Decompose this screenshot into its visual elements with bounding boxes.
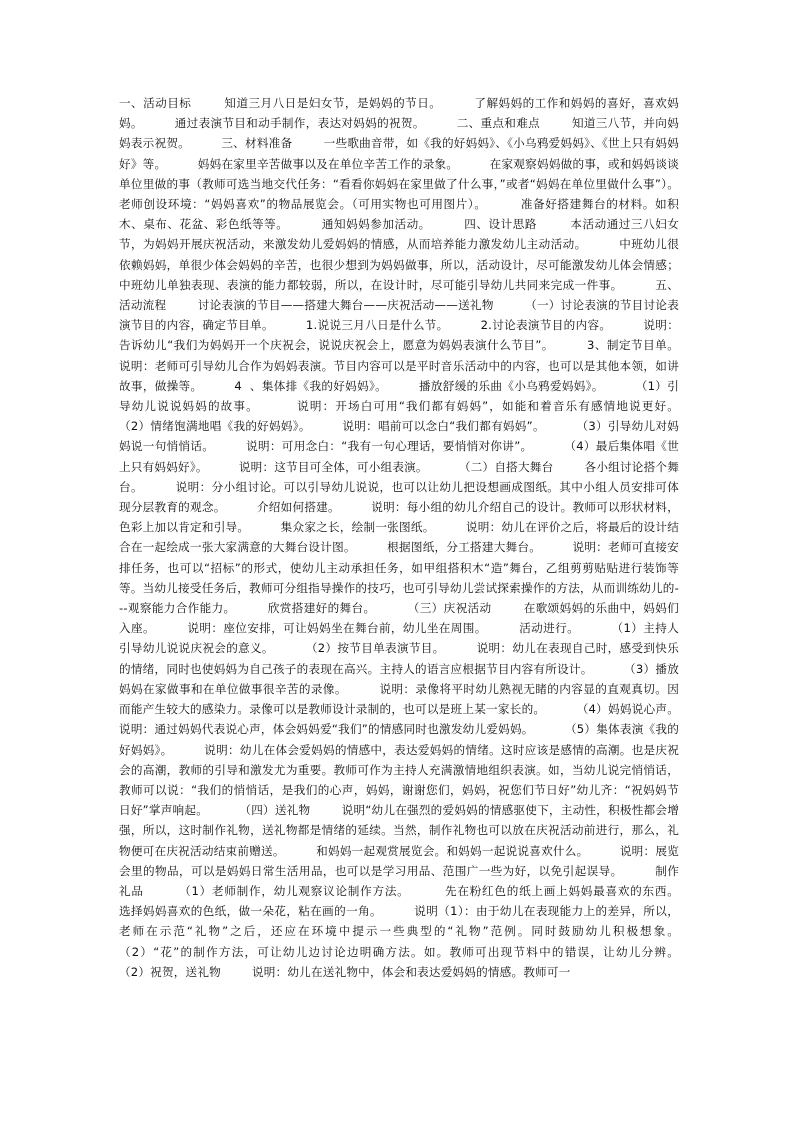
lesson-plan-text: 一、活动目标 知道三月八日是妇女节，是妈妈的节日。 了解妈妈的工作和妈妈的喜好，喜欢妈妈。 通过表演节目和动手制作，表达对妈妈的祝贺。 二、重点和难点 知道三八节，并向妈妈表示祝贺。 三、材料准备 一些歌曲音带，如《我的好妈妈》、《小乌鸦爱妈妈》、《世上只有妈妈好》等。 妈妈在家里辛苦做事以及在单位辛苦工作的录象。 在家观察妈妈做的事，或和妈妈谈谈单位里做的事（教师可选当地交代任务：“看看你妈妈在家里做了什么事，”或者“妈妈在单位里做什么事”）。 老师创设环境：“妈妈喜欢”的物品展览会。（可用实物也可用图片）。 准备好搭建舞台的材料。如积木、桌布、花盆、彩色纸等等。 通知妈妈参加活动。 四、设计思路 本活动通过三八妇女节，为妈妈开展庆祝活动，来激发幼儿爱妈妈的情感，从而培养能力激发幼儿主动活动。 中班幼儿很依赖妈妈，单很少体会妈妈的辛苦，也很少想到为妈妈做事，所以，活动设计，尽可能激发幼儿体会情感；中班幼儿单独表现、表演的能力都较弱，所以，在设计时，尽可能引导幼儿共同来完成一件事。 五、活动流程 讨论表演的节目——搭建大舞台——庆祝活动——送礼物 （一）讨论表演的节目讨论表演节目的内容，确定节目单。 1.说说三月八日是什么节。 2.讨论表演节目的内容。 说明：告诉幼儿“我们为妈妈开一个庆祝会，说说庆祝会上，愿意为妈妈表演什么节目”。 3、制定节目单。 说明：老师可引导幼儿合作为妈妈表演。节目内容可以是平时音乐活动中的内容，也可以是其他本领，如讲故事，做操等。 4 、集体排《我的好妈妈》。 播放舒缓的乐曲《小乌鸦爱妈妈》。 （1）引导幼儿说说妈妈的故事。 说明：开场白可用“我们都有妈妈”，如能和着音乐有感情地说更好。 （2）情绪饱满地唱《我的好妈妈》。 说明：唱前可以念白“我们都有妈妈”。 （3）引导幼儿对妈妈说一句悄悄话。 说明：可用念白：“我有一句心理话，要悄悄对你讲”。 （4）最后集体唱《世上只有妈妈好》。 说明：这节目可全体，可小组表演。 （二）自搭大舞台 各小组讨论搭个舞台。 说明：分小组讨论。可以引导幼儿说说，也可以让幼儿把设想画成图纸。其中小组人员安排可体现分层教育的观念。 介绍如何搭建。 说明：每小组的幼儿介绍自己的设计。教师可以形状材料，色彩上加以肯定和引导。 集众家之长，绘制一张图纸。 说明：幼儿在评价之后，将最后的设计结合在一起绘成一张大家满意的大舞台设计图。 根据图纸，分工搭建大舞台。 说明：老师可直接安排任务，也可以“招标”的形式，使幼儿主动承担任务，如甲组搭积木“造”舞台，乙组剪剪贴贴进行装饰等等。当幼儿接受任务后，教师可分组指导操作的技巧，也可引导幼儿尝试探索操作的方法，从而训练幼儿的---观察能力合作能力。 欣赏搭建好的舞台。 （三）庆祝活动 在歌颂妈妈的乐曲中，妈妈们入座。 说明：座位安排，可让妈妈坐在舞台前，幼儿坐在周围。 活动进行。 （1）主持人引导幼儿说说庆祝会的意义。 （2）按节目单表演节目。 说明：幼儿在表现自己时，感受到快乐的情绪，同时也使妈妈为自己孩子的表现在高兴。主持人的语言应根据节目内容有所设计。 （3）播放妈妈在家做事和在单位做事很辛苦的录像。 说明：录像将平时幼儿熟视无睹的内容显的直观真切。因而能产生较大的感染力。录像可以是教师设计录制的，也可以是班上某一家长的。 （4）妈妈说心声。 说明：通过妈妈代表说心声，体会妈妈爱“我们”的情感同时也激发幼儿爱妈妈。 （5）集体表演《我的好妈妈》。 说明：幼儿在体会爱妈妈的情感中，表达爱妈妈的情绪。这时应该是感情的高潮。也是庆祝会的高潮，教师的引导和激发尤为重要。教师可作为主持人充满激情地组织表演。如，当幼儿说完悄悄话，教师可以说：“我们的悄悄话，是我们的心声，妈妈，谢谢您们，妈妈，祝您们节日好”幼儿齐：“祝妈妈节日好”掌声响起。 （四）送礼物 说明“幼儿在强烈的爱妈妈的情感驱使下，主动性，积极性都会增强，所以，这时制作礼物，送礼物都是情绪的延续。当然，制作礼物也可以放在庆祝活动前进行，那么，礼物便可在庆祝活动结束前赠送。 和妈妈一起观赏展览会。和妈妈一起说说喜欢什么。 说明：展览会里的物品，可以是妈妈日常生活用品，也可以是学习用品、范围广一些为好，以免引起误导。 制作礼品 （1）老师制作，幼儿观察议论制作方法。 先在粉红色的纸上画上妈妈最喜欢的东西。 选择妈妈喜欢的色纸，做一朵花，粘在画的一角。 说明（1）：由于幼儿在表现能力上的差异，所以，老师在示范“礼物”之后，还应在环境中提示一些典型的“礼物”范例。同时鼓励幼儿积极想象。 （2）“花”的制作方法，可让幼儿边讨论边明确方法。如。教师可出现节料中的错误，让幼儿分辨。 （2）祝贺，送礼物 说明：幼儿在送礼物中，体会和表达爱妈妈的情感。教师可一 <box>119 96 711 979</box>
document-page <box>119 93 711 1053</box>
